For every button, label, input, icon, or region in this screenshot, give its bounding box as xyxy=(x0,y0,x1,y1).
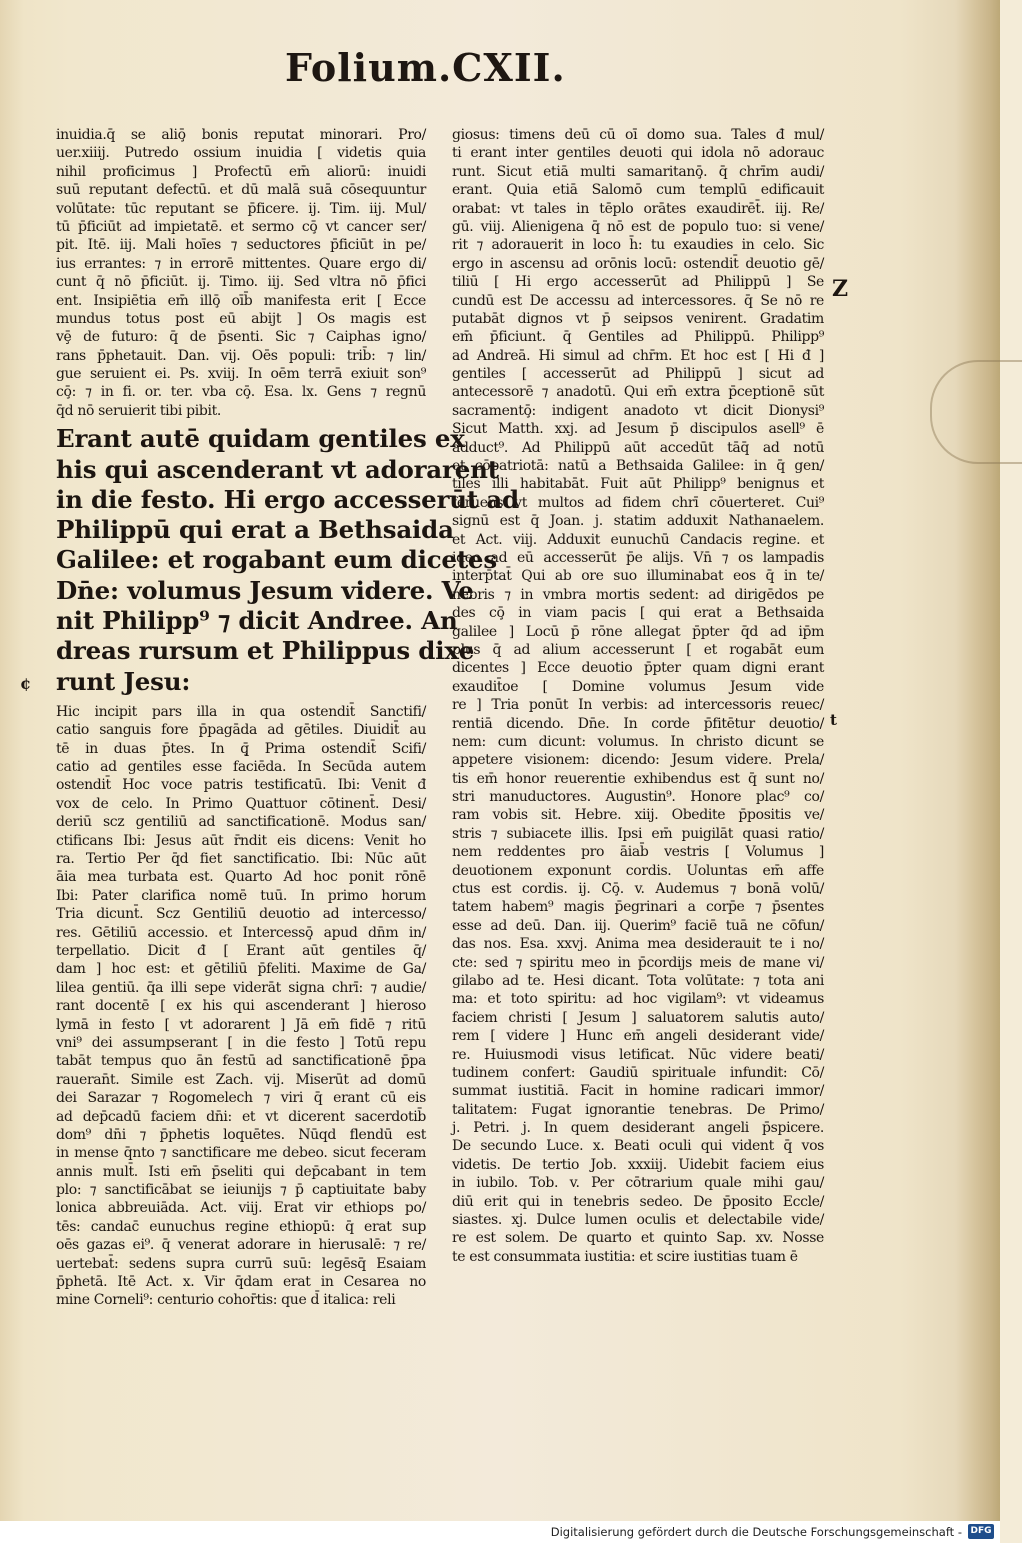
text-line: catio ad gentiles esse faciēda. In Secūda autem xyxy=(56,759,426,776)
text-line: rans p̄phetauit. Dan. vij. Oēs populi: trib̄: ⁊ lin/ xyxy=(56,347,426,364)
text-line: ergo in ascensu ad orōnis locū: ostendit̄ deuotio gē/ xyxy=(452,255,824,272)
text-line: giosus: timens deū cū oī domo sua. Tales đ mul/ xyxy=(452,127,824,143)
text-line: cundū est De accessu ad intercessores. q̄ Se nō re xyxy=(452,292,824,309)
text-line: uertebat̄: sedens supra currū suū: legēsq̄ Esaiam xyxy=(56,1255,426,1272)
gospel-line: his qui ascenderant vt adorarent xyxy=(56,454,499,484)
text-line: ius errantes: ⁊ in errorē mittentes. Quare ergo di/ xyxy=(56,255,426,272)
text-line: pit. Itē. iij. Mali hoīes ⁊ seductores p̄ficiūt in pe/ xyxy=(56,237,426,254)
page-edge-curl xyxy=(930,360,1022,464)
text-line: deuotionem exponunt cordis. Uoluntas em̄ affe xyxy=(452,862,824,879)
text-line: āia mea turbata est. Quarto Ad hoc ponit rōnē xyxy=(56,869,426,886)
text-line: te est consummata iustitia: et scire iustitias tuam ē xyxy=(452,1248,798,1265)
text-line: feruens vt multos ad fidem chrī cōuerteret. Cui⁹ xyxy=(452,494,824,511)
gospel-line: dreas rursum et Philippus dixe xyxy=(56,636,475,666)
text-line: videtis. De tertio Job. xxxiij. Uidebit faciem eius xyxy=(452,1156,824,1173)
text-line: oēs gazas ei⁹. q̄ venerat adorare in hierusalē: ⁊ re/ xyxy=(56,1237,426,1254)
text-line: summat iustitiā. Facit in homine radicari immor/ xyxy=(452,1083,824,1100)
text-line: Sicut Matth. xxj. ad Jesum p̄ discipulos asell⁹ ē xyxy=(452,421,824,438)
text-line: dom⁹ dn̄i ⁊ p̄phetis loquētes. Nūqd flendū est xyxy=(56,1126,426,1143)
funding-credit: Digitalisierung gefördert durch die Deutsche Forschungsgemeinschaft - xyxy=(550,1525,962,1539)
gospel-line: Dn̄e: volumus Jesum videre. Ve xyxy=(56,575,474,605)
text-line: ti erant inter gentiles deuoti qui idola nō adorauc xyxy=(452,145,824,162)
text-line: ctificans Ibi: Jesus aūt r̄ndit eis dicens: Venit ho xyxy=(56,832,426,849)
text-line: res. Gētiliū accessio. et Intercessō̧ apud dn̄m in/ xyxy=(56,924,426,941)
text-line: cte: sed ⁊ spiritu meo in p̄cordijs meis de mane vi/ xyxy=(452,954,824,971)
text-line: gū. viij. Alienigena q̄ nō est de populo tuo: si vene/ xyxy=(452,218,824,235)
text-line: nebris ⁊ in vmbra mortis sedent: ad dirigēdos pe xyxy=(452,586,824,603)
left-commentary-top xyxy=(56,126,426,420)
text-line: orabat: vt tales in tēplo orātes exaudirēt̄. iij. Re/ xyxy=(452,200,824,217)
text-line: Hic incipit pars illa in qua ostendit̄ Sanctifi/ xyxy=(56,703,426,720)
text-line: vox de celo. In Primo Quattuor cōtinent̄. Desi/ xyxy=(56,795,426,812)
text-line: terpellatio. Dicit đ [ Erant aūt gentiles q̄/ xyxy=(56,943,426,959)
text-line: re est solem. De quarto et quinto Sap. xv. Nosse xyxy=(452,1230,824,1247)
text-line: tudinem confert: Gaudiū spirituale infundit: Cō/ xyxy=(452,1064,824,1081)
text-line: mundus totus post eū abijt ] Os magis est xyxy=(56,310,426,327)
text-line: plus q̄ ad alium accesserunt [ et rogabāt eum xyxy=(452,641,824,658)
text-line: nihil proficimus ] Profectū em̄ aliorū: inuidi xyxy=(56,163,426,180)
text-line: cō̧: ⁊ in fi. or. ter. vba cō̧. Esa. lx. Gens ⁊ regnū xyxy=(56,384,426,401)
text-line: siastes. xj. Dulce lumen oculis et delectabile vide/ xyxy=(452,1212,824,1229)
text-line: tēs: candac̄ eunuchus regine ethiopū: q̄ erat sup xyxy=(56,1218,426,1235)
right-column xyxy=(452,126,824,1266)
text-line: ra. Tertio Per q̄d fiet sanctificatio. Ibi: Nūc aūt xyxy=(56,851,426,868)
text-line: q̄d nō seruierit tibi pibit. xyxy=(56,402,221,419)
text-line: stris ⁊ subiacete illis. Ipsi em̄ puigilāt quasi ratio/ xyxy=(452,825,824,842)
right-commentary xyxy=(452,126,824,1266)
text-line: raueran̄t. Simile est Zach. vij. Miserūt ad domū xyxy=(56,1071,426,1088)
text-line: deriū scz gentiliū ad sanctificationē. Modus san/ xyxy=(56,814,426,831)
gospel-text-block xyxy=(56,424,519,697)
text-line: suū reputant defectū. et dū malā suā cōsequuntur xyxy=(56,182,426,199)
text-line: annis mult̄. Isti em̄ p̄seliti qui dep̄cabant in tem xyxy=(56,1163,426,1180)
text-line: stri manuductores. Augustin⁹. Honore plac⁹ co/ xyxy=(452,789,824,806)
text-line: gentiles [ accesserūt ad Philippū ] sicut ad xyxy=(452,366,824,383)
text-line: tē in duas p̄tes. In q̧̄ Prima ostendit̄ Scifi/ xyxy=(56,740,426,757)
text-line: tiliū [ Hi ergo accesserūt ad Philippū ] Se xyxy=(452,274,824,291)
text-line: ostendit̄ Hoc voce patris testificatū. Ibi: Venit đ xyxy=(56,777,426,794)
text-line: exaudit̄oe [ Domine volumus Jesum vide xyxy=(452,678,824,695)
text-line: gilabo ad te. Hesi dicant. Tota volūtate: ⁊ tota ani xyxy=(452,972,824,989)
text-line: tatem habem⁹ magis p̄egrinari a corp̄e ⁊ p̄sentes xyxy=(452,899,824,916)
text-line: plo: ⁊ sanctificābat se ieiunijs ⁊ p̄ captiuitate baby xyxy=(56,1182,426,1199)
text-line: ideo ad eū accesserūt p̄e alijs. Vn̄ ⁊ os lampadis xyxy=(452,549,824,566)
text-line: dicentes ] Ecce deuotio p̄pter quam digni erant xyxy=(452,660,824,677)
text-line: lonica abbreuiāda. Act. viij. Erat vir ethiops po/ xyxy=(56,1200,426,1217)
text-line: em̄ p̄ficiunt. q̄ Gentiles ad Philippū. Philipp⁹ xyxy=(452,329,824,346)
text-line: tabāt tempus quo ān festū ad sanctificationē p̄pa xyxy=(56,1053,426,1070)
margin-letter-t: t xyxy=(830,711,837,729)
text-line: interp̄tat̄ Qui ab ore suo illuminabat eos q̄ in te/ xyxy=(452,568,824,585)
text-line: ad Andreā. Hi simul ad chr̄m. Et hoc est [ Hi đ ] xyxy=(452,347,824,364)
text-line: tū p̄ficiūt ad impietatē. et sermo cō̧ vt cancer ser/ xyxy=(56,218,426,235)
text-line: in mense q̄nto ⁊ sanctificare me debeo. sicut feceram xyxy=(56,1145,426,1162)
text-line: diū erit qui in tenebris sedeo. De p̄posito Eccle/ xyxy=(452,1193,824,1210)
text-line: Tria dicunt̄. Scz Gentiliū deuotio ad intercesso/ xyxy=(56,906,426,923)
text-line: signū est q̄ Joan. j. statim adduxit Nathanaelem. xyxy=(452,513,824,530)
running-head: Folium.CXII. xyxy=(285,45,566,90)
text-line: j. Petri. j. In quem desiderant angeli p̄spicere. xyxy=(452,1120,824,1137)
gospel-line: Galilee: et rogabant eum dicetes xyxy=(56,545,497,575)
gospel-line: Philippū qui erat a Bethsaida xyxy=(56,515,454,545)
dfg-logo-icon: DFG xyxy=(968,1524,994,1539)
text-line: faciem christi [ Jesum ] saluatorem salutis auto/ xyxy=(452,1009,824,1026)
text-line: galilee ] Locū p̄ rōne allegat p̄pter q̄d ad ip̄m xyxy=(452,623,824,640)
text-line: re. Huiusmodi visus letificat. Nūc videre beati/ xyxy=(452,1046,824,1063)
text-line: ent. Insipiētia em̄ illō̧ oīb̄ manifesta erit [ Ecce xyxy=(56,292,426,309)
text-line: sacramentō̧: indigent anadoto vt dicit Dionysi⁹ xyxy=(452,402,824,419)
text-line: mine Corneli⁹: centurio cohor̄tis: que d̄ italica: reli xyxy=(56,1292,396,1309)
text-line: et cōpatriotā: natū a Bethsaida Galilee: in q̄ gen/ xyxy=(452,458,824,475)
text-line: vni⁹ dei assumpserant [ in die festo ] Totū repu xyxy=(56,1034,426,1051)
text-line: appetere visionem: dicendo: Jesum videre. Prela/ xyxy=(452,752,824,769)
text-line: dei Sarazar ⁊ Rogomelech ⁊ viri q̄ erant cū eis xyxy=(56,1090,426,1107)
text-line: erant. Quia etiā Salomō cum templū edificauit xyxy=(452,182,824,199)
text-line: lymā in festo [ vt adorarent ] Jā em̄ fidē ⁊ ritū xyxy=(56,1016,426,1033)
text-line: p̄phetā. Itē Act. x. Vir q̄dam erat in Cesarea no xyxy=(56,1274,426,1291)
text-line: nem: cum dicunt: volumus. In christo dicunt se xyxy=(452,733,824,750)
text-line: De secundo Luce. x. Beati oculi qui vident q̄ vos xyxy=(452,1138,824,1155)
text-line: tiles illi habitabāt. Fuit aūt Philipp⁹ benignus et xyxy=(452,476,824,493)
text-line: uer.xiiij. Putredo ossium inuidia [ videtis quia xyxy=(56,145,426,162)
text-line: das nos. Esa. xxvj. Anima mea desiderauit te i no/ xyxy=(452,936,824,953)
text-line: et Act. viij. Adduxit eunuchū Candacis regine. et xyxy=(452,531,824,548)
text-line: ram vobis sit. Hebre. xiij. Obedite p̄positis ve/ xyxy=(452,807,824,824)
text-line: ad dep̄cadū faciem dn̄i: et vt dicerent sacerdotib̄ xyxy=(56,1108,426,1125)
text-line: ma: et toto spiritu: ad hoc vigilam⁹: vt videamus xyxy=(452,991,824,1008)
text-line: cunt q̄ nō p̄ficiūt. ij. Timo. iij. Sed vltra nō p̄fici xyxy=(56,274,426,291)
text-line: lilea gentiū. q̄a illi sepe viderāt signa chrī: ⁊ audie/ xyxy=(56,979,426,996)
text-line: vȩ̄ de futuro: q̄ de p̄senti. Sic ⁊ Caiphas igno/ xyxy=(56,329,426,346)
text-line: runt. Sicut etiā multi samaritanō̧. q̄ chrīm audi/ xyxy=(452,163,824,180)
text-line: gue seruient ei. Ps. xviij. In oēm terrā exiuit son⁹ xyxy=(56,366,426,383)
gospel-line: runt Jesu: xyxy=(56,666,191,696)
text-line: catio sanguis fore p̄pagāda ad gētiles. Diuidit̄ au xyxy=(56,722,426,739)
text-line: Ibi: Pater clarifica nomē tuū. In primo horum xyxy=(56,887,426,904)
text-line: in iubilo. Tob. v. Per cōtrarium quale mihi gau/ xyxy=(452,1175,824,1192)
text-line: antecessorē ⁊ anadotū. Qui em̄ extra p̄ceptionē sūt xyxy=(452,384,824,401)
text-line: des cō̧ in viam pacis [ qui erat a Bethsaida xyxy=(452,605,824,622)
text-line: dam ] hoc est: et gētiliū p̄feliti. Maxime de Ga/ xyxy=(56,961,426,978)
text-line: rant docentē [ ex his qui ascenderant ] hieroso xyxy=(56,998,426,1015)
text-line: adduct⁹. Ad Philippū aūt accedūt tāq̄ ad notū xyxy=(452,439,824,456)
text-line: volūtate: tūc reputant se p̄ficere. ij. Tim. iij. Mul/ xyxy=(56,200,426,217)
text-line: putabāt dignos vt p̄ seipsos venirent. Gradatim xyxy=(452,310,824,327)
left-commentary-bottom xyxy=(56,703,426,1310)
gospel-line: Erant autē quidam gentiles ex xyxy=(56,424,465,454)
text-line: inuidia.q̄ se aliō̧ bonis reputat minorari. Pro/ xyxy=(56,127,426,143)
margin-letter-z: Z xyxy=(832,276,849,302)
text-line: ctus est cordis. ij. Cō̧. v. Audemus ⁊ bonā volū/ xyxy=(452,881,824,898)
text-line: tis em̄ honor reuerentie exhibendus est q̄ sunt no/ xyxy=(452,770,824,787)
text-line: nem reddentes pro āiab̄ vestris [ Volumus ] xyxy=(452,844,824,861)
text-line: talitatem: Fugat ignorantie tenebras. De Primo/ xyxy=(452,1101,824,1118)
margin-mark: ¢ xyxy=(20,674,32,693)
footer-bar xyxy=(0,1521,1000,1543)
text-line: esse ad deū. Dan. iij. Querim⁹ faciē tuā ne cōfun/ xyxy=(452,917,824,934)
left-column xyxy=(56,126,519,1310)
gospel-line: in die festo. Hi ergo accesserūt ad xyxy=(56,484,519,514)
text-line: re ] Tria ponūt In verbis: ad intercessoris reuec/ xyxy=(452,697,824,714)
text-line: rem [ videre ] Hunc em̄ angeli desiderant vide/ xyxy=(452,1028,824,1045)
text-line: rentiā dicendo. Dn̄e. In corde p̄fitētur deuotio/ xyxy=(452,715,824,732)
gospel-line: nit Philipp⁹ ⁊ dicit Andree. An xyxy=(56,606,458,636)
text-line: rit ⁊ adorauerit in loco h̄: tu exaudies in celo. Sic xyxy=(452,237,824,254)
